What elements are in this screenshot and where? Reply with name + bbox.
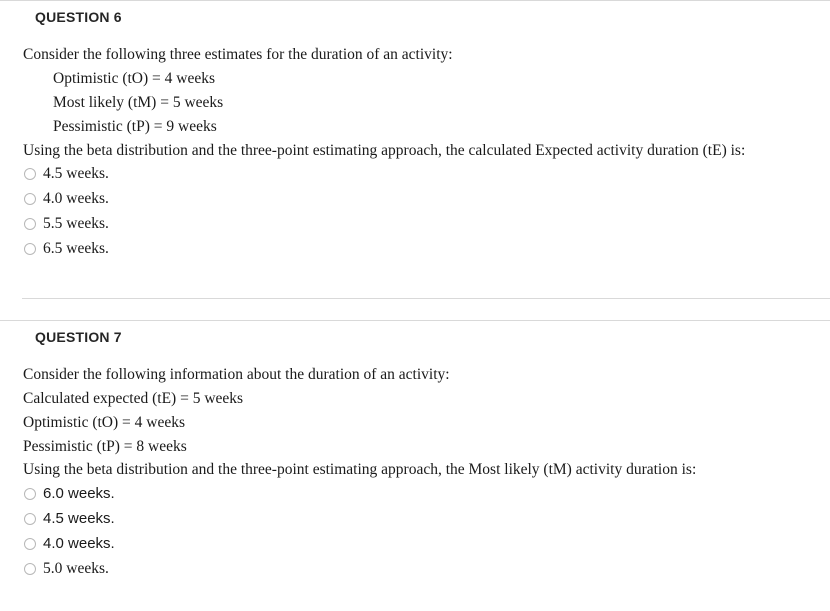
question-separator (22, 298, 830, 299)
question-7-title: QUESTION 7 (35, 329, 122, 345)
radio-button[interactable] (24, 513, 36, 525)
radio-button[interactable] (24, 538, 36, 550)
question-7-option-1[interactable] (24, 485, 115, 503)
option-label: 4.0 weeks. (43, 190, 109, 207)
radio-button[interactable] (24, 193, 36, 205)
question-6-option-2[interactable] (24, 190, 109, 208)
question-7-info-expected: Calculated expected (tE) = 5 weeks (23, 390, 244, 407)
question-6-estimate-most-likely: Most likely (tM) = 5 weeks (53, 94, 224, 111)
option-label: 5.5 weeks. (43, 215, 109, 232)
question-7-intro: Consider the following information about the duration of an activity: (23, 366, 450, 383)
question-6-intro: Consider the following three estimates for the duration of an activity: (23, 46, 453, 63)
radio-button[interactable] (24, 168, 36, 180)
question-7-option-4[interactable] (24, 560, 109, 578)
radio-button[interactable] (24, 488, 36, 500)
question-7-prompt: Using the beta distribution and the three-point estimating approach, the Most likely (tM) activity duration is: (23, 461, 697, 478)
question-6-prompt: Using the beta distribution and the three-point estimating approach, the calculated Expected activity duration (tE) is: (23, 142, 746, 159)
radio-button[interactable] (24, 243, 36, 255)
question-6-option-4[interactable] (24, 240, 109, 258)
option-label: 6.0 weeks. (43, 485, 115, 502)
question-7-header (0, 320, 830, 355)
question-7-option-2[interactable] (24, 510, 115, 528)
option-label: 4.5 weeks. (43, 165, 109, 182)
question-6-estimate-pessimistic: Pessimistic (tP) = 9 weeks (53, 118, 217, 135)
question-7-info-pessimistic: Pessimistic (tP) = 8 weeks (23, 438, 187, 455)
question-6-estimate-optimistic: Optimistic (tO) = 4 weeks (53, 70, 215, 87)
question-6-option-1[interactable] (24, 165, 109, 183)
question-6-header (0, 0, 830, 35)
option-label: 4.5 weeks. (43, 510, 115, 527)
question-6-title: QUESTION 6 (35, 9, 122, 25)
option-label: 4.0 weeks. (43, 535, 115, 552)
radio-button[interactable] (24, 563, 36, 575)
option-label: 6.5 weeks. (43, 240, 109, 257)
question-7-info-optimistic: Optimistic (tO) = 4 weeks (23, 414, 185, 431)
radio-button[interactable] (24, 218, 36, 230)
option-label: 5.0 weeks. (43, 560, 109, 577)
question-6-option-3[interactable] (24, 215, 109, 233)
question-7-option-3[interactable] (24, 535, 115, 553)
